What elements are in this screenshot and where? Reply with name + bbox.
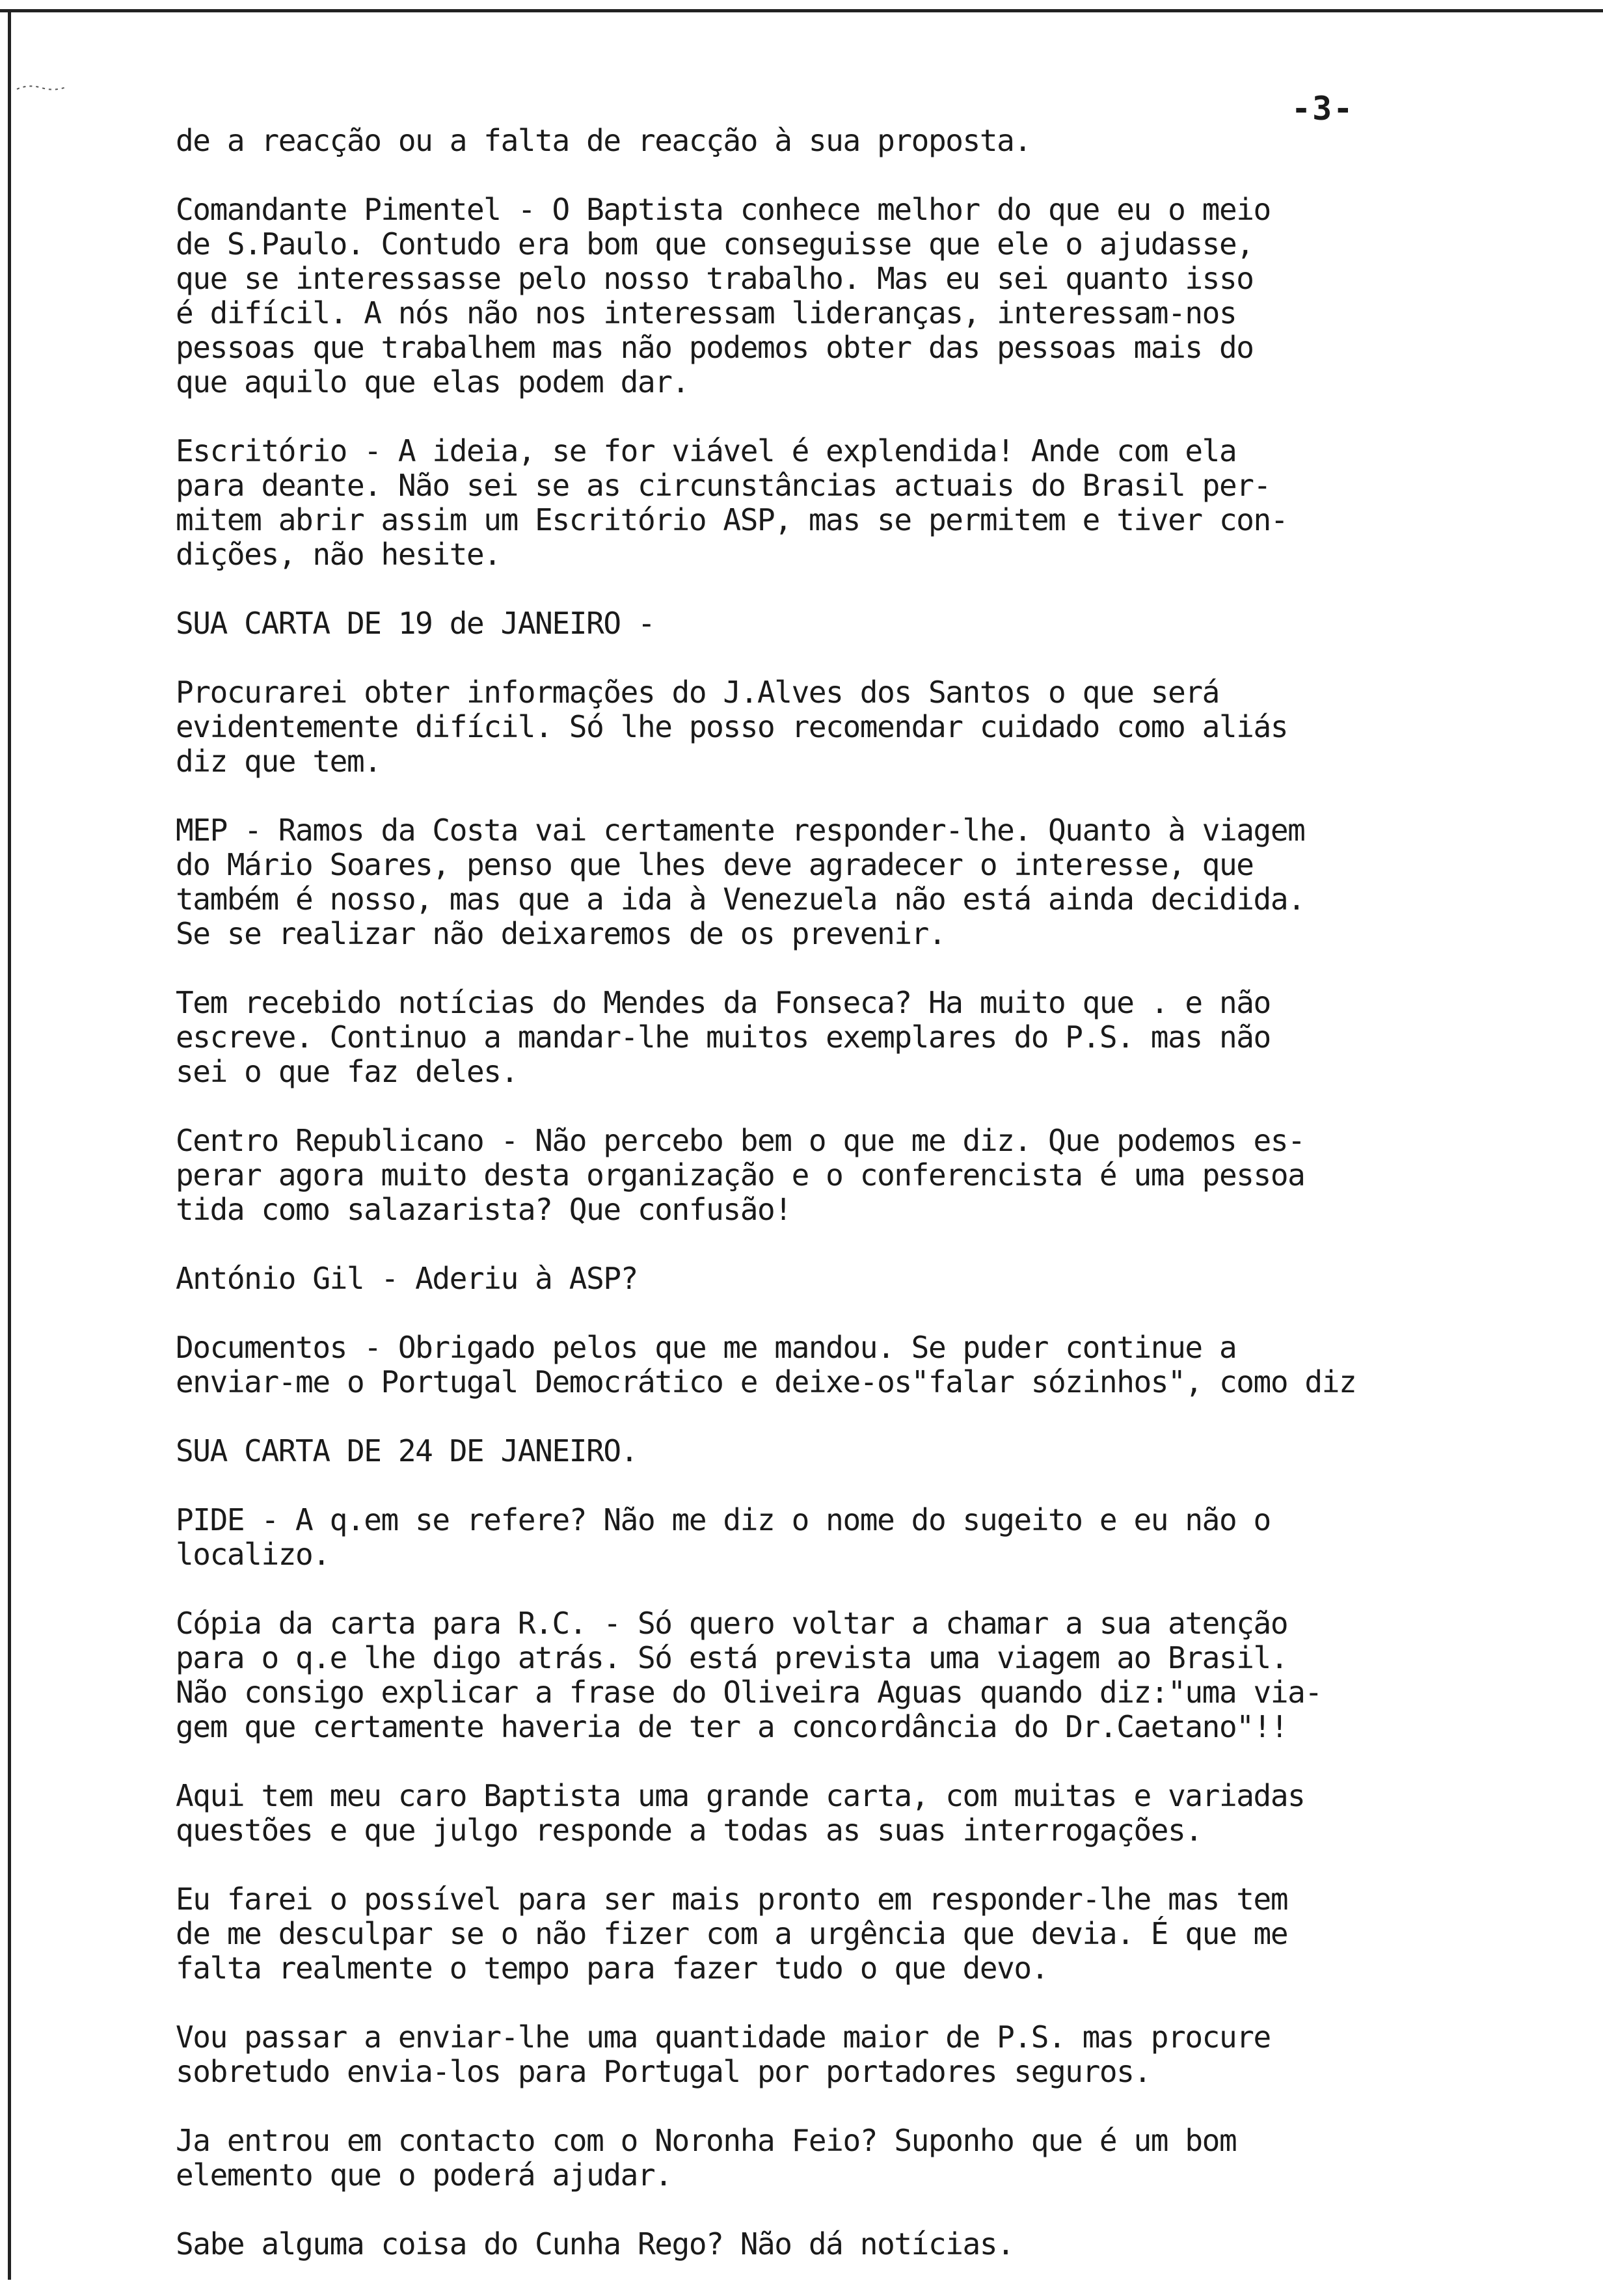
- text-line: de me desculpar se o não fizer com a urgência que devia. É que me: [176, 1916, 1288, 1951]
- text-line: pessoas que trabalhem mas não podemos obter das pessoas mais do: [176, 330, 1254, 365]
- text-line: perar agora muito desta organização e o conferencista é uma pessoa: [176, 1157, 1305, 1193]
- text-line: Sabe alguma coisa do Cunha Rego? Não dá notícias.: [176, 2226, 1014, 2262]
- text-line: evidentemente difícil. Só lhe posso recomendar cuidado como aliás: [176, 709, 1288, 744]
- text-line: Ja entrou em contacto com o Noronha Feio? Suponho que é um bom: [176, 2123, 1237, 2158]
- text-line: sobretudo envia-los para Portugal por portadores seguros.: [176, 2054, 1151, 2089]
- text-line: Comandante Pimentel - O Baptista conhece melhor do que eu o meio: [176, 192, 1271, 227]
- text-line: elemento que o poderá ajudar.: [176, 2157, 672, 2193]
- paragraph-grande-carta: [176, 1779, 1490, 1848]
- text-line: que se interessasse pelo nosso trabalho. Mas eu sei quanto isso: [176, 261, 1254, 296]
- text-line: Centro Republicano - Não percebo bem o que me diz. Que podemos es-: [176, 1123, 1305, 1158]
- text-line: Não consigo explicar a frase do Oliveira Aguas quando diz:"uma via-: [176, 1675, 1322, 1710]
- text-line: para o q.e lhe digo atrás. Só está prevista uma viagem ao Brasil.: [176, 1640, 1288, 1675]
- text-line: Aqui tem meu caro Baptista uma grande carta, com muitas e variadas: [176, 1778, 1305, 1813]
- text-line: SUA CARTA DE 24 DE JANEIRO.: [176, 1433, 638, 1468]
- paragraph-centro-republicano: [176, 1124, 1490, 1227]
- text-line: de S.Paulo. Contudo era bom que conseguisse que ele o ajudasse,: [176, 226, 1254, 262]
- text-line: localizo.: [176, 1537, 330, 1572]
- paragraph-antonio-gil: [176, 1262, 1490, 1296]
- page-top-border: [0, 9, 1603, 12]
- text-line: PIDE - A q.em se refere? Não me diz o nome do sugeito e eu não o: [176, 1502, 1271, 1537]
- text-line: que aquilo que elas podem dar.: [176, 364, 689, 399]
- text-line: é difícil. A nós não nos interessam lideranças, interessam-nos: [176, 295, 1237, 331]
- paragraph-noronha-feio: [176, 2124, 1490, 2193]
- text-line: mitem abrir assim um Escritório ASP, mas se permitem e tiver con-: [176, 502, 1288, 537]
- paragraph-enviar-ps: [176, 2020, 1490, 2089]
- text-line: SUA CARTA DE 19 de JANEIRO -: [176, 606, 655, 641]
- text-line: falta realmente o tempo para fazer tudo o que devo.: [176, 1951, 1049, 1986]
- text-line: tida como salazarista? Que confusão!: [176, 1192, 792, 1227]
- paragraph-escritorio: [176, 434, 1490, 572]
- paragraph-comandante-pimentel: [176, 193, 1490, 399]
- heading-carta-24-janeiro: [176, 1434, 1490, 1468]
- text-line: escreve. Continuo a mandar-lhe muitos exemplares do P.S. mas não: [176, 1020, 1271, 1055]
- text-line: Tem recebido notícias do Mendes da Fonseca? Ha muito que . e não: [176, 985, 1271, 1020]
- text-line: Eu farei o possível para ser mais pronto em responder-lhe mas tem: [176, 1882, 1288, 1917]
- text-line: sei o que faz deles.: [176, 1054, 518, 1089]
- heading-carta-19-janeiro: [176, 606, 1490, 641]
- corner-smudge-mark: [16, 81, 81, 94]
- text-line: Escritório - A ideia, se for viável é explendida! Ande com ela: [176, 433, 1237, 468]
- paragraph-1: [176, 124, 1490, 158]
- text-line: Se se realizar não deixaremos de os prevenir.: [176, 916, 946, 951]
- page-number: -3-: [1291, 90, 1354, 128]
- text-line: dições, não hesite.: [176, 537, 501, 572]
- page-left-border: [8, 9, 11, 2280]
- text-line: de a reacção ou a falta de reacção à sua proposta.: [176, 123, 1031, 158]
- paragraph-farei-o-possivel: [176, 1882, 1490, 1986]
- paragraph-copia-da-carta: [176, 1606, 1490, 1744]
- text-line: António Gil - Aderiu à ASP?: [176, 1261, 638, 1296]
- text-line: MEP - Ramos da Costa vai certamente responder-lhe. Quanto à viagem: [176, 813, 1305, 848]
- text-line: Cópia da carta para R.C. - Só quero voltar a chamar a sua atenção: [176, 1606, 1288, 1641]
- text-line: Documentos - Obrigado pelos que me mandou. Se puder continue a: [176, 1330, 1237, 1365]
- text-line: para deante. Não sei se as circunstâncias actuais do Brasil per-: [176, 468, 1271, 503]
- paragraph-mep: [176, 813, 1490, 951]
- letter-body: [176, 124, 1490, 2296]
- text-line: do Mário Soares, penso que lhes deve agradecer o interesse, que: [176, 847, 1254, 882]
- paragraph-pide: [176, 1503, 1490, 1572]
- text-line: Vou passar a enviar-lhe uma quantidade maior de P.S. mas procure: [176, 2019, 1271, 2055]
- text-line: gem que certamente haveria de ter a concordância do Dr.Caetano"!!: [176, 1709, 1288, 1744]
- paragraph-cunha-rego: [176, 2227, 1490, 2262]
- text-line: diz que tem.: [176, 744, 381, 779]
- text-line: também é nosso, mas que a ida à Venezuela não está ainda decidida.: [176, 882, 1305, 917]
- text-line: Procurarei obter informações do J.Alves dos Santos o que será: [176, 675, 1219, 710]
- paragraph-mendes-da-fonseca: [176, 986, 1490, 1089]
- paragraph-alves-dos-santos: [176, 675, 1490, 779]
- text-line: questões e que julgo responde a todas as suas interrogações.: [176, 1813, 1202, 1848]
- paragraph-documentos: [176, 1330, 1490, 1399]
- text-line: enviar-me o Portugal Democrático e deixe-os"falar sózinhos", como diz: [176, 1364, 1356, 1399]
